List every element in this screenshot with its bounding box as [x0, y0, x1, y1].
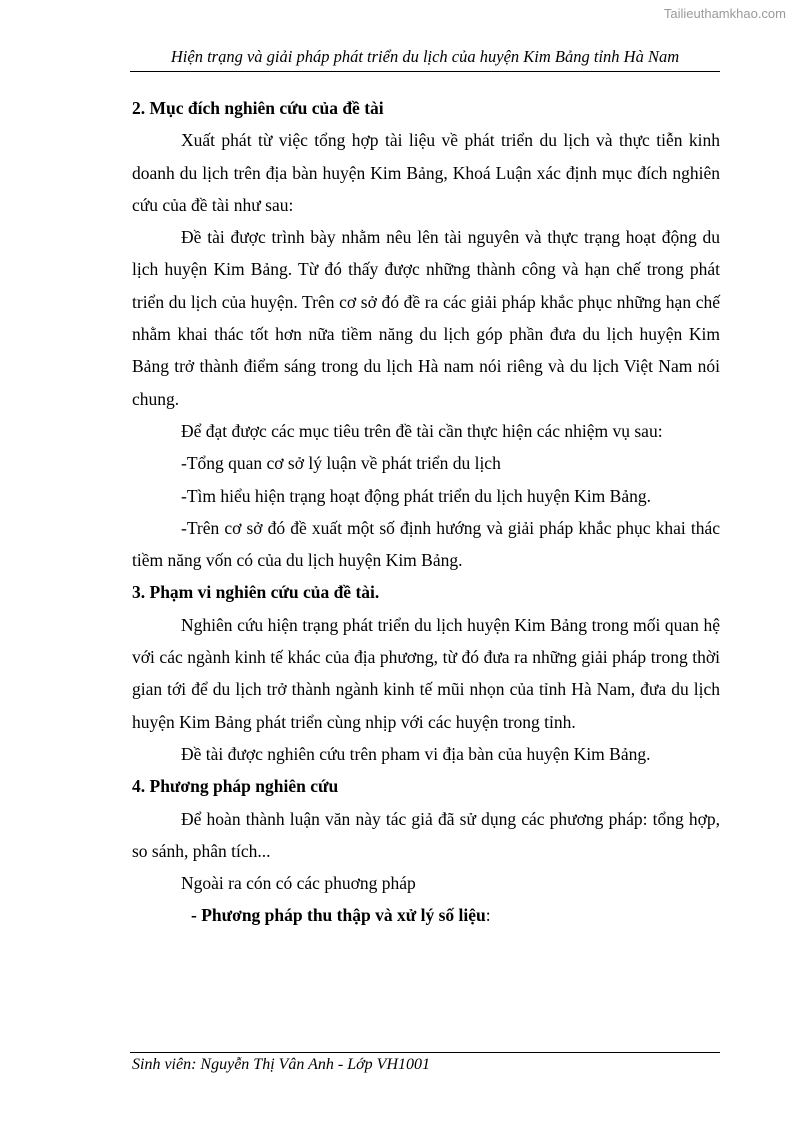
section-4-paragraph-1: Để hoàn thành luận văn này tác giả đã sử dụng các phương pháp: tổng hợp, so sánh, phân tích...: [132, 808, 720, 861]
section-2-paragraph-3: Để đạt được các mục tiêu trên đề tài cần thực hiện các nhiệm vụ sau:: [181, 420, 663, 441]
running-footer: Sinh viên: Nguyễn Thị Vân Anh - Lớp VH1001: [132, 1056, 430, 1073]
running-header: Hiện trạng và giải pháp phát triển du lịch của huyện Kim Bảng tỉnh Hà Nam: [170, 47, 680, 66]
section-4-heading: 4. Phương pháp nghiên cứu: [132, 776, 339, 797]
task-item-3: -Trên cơ sở đó đề xuất một số định hướng và giải pháp khắc phục khai thác tiềm năng vốn có của du lịch huyện Kim Bảng.: [132, 517, 720, 571]
section-2-paragraph-2: Đề tài được trình bày nhằm nêu lên tài nguyên và thực trạng hoạt động du lịch huyện Kim Bảng. Từ đó thấy được những thành công và hạn chế trong phát triển du lịch của huyện. Trên cơ sở đó đề ra các giải pháp khắc phục những hạn chế nhằm khai thác tốt hơn nữa tiềm năng du lịch góp phần đưa du lịch huyện Kim Bảng trở thành điểm sáng trong du lịch Hà nam nói riêng và du lịch Việt Nam nói chung.: [132, 227, 720, 409]
section-2-heading: 2. Mục đích nghiên cứu của đề tài: [132, 98, 384, 118]
section-3-paragraph-1: Nghiên cứu hiện trạng phát triển du lịch huyện Kim Bảng trong mối quan hệ với các ngành kinh tế khác của địa phương, từ đó đưa ra những giải pháp trong thời gian tới để du lịch trở thành ngành kinh tế mũi nhọn của tỉnh Hà Nam, đưa du lịch huyện Kim Bảng phát triển cùng nhịp với các huyện trong tỉnh.: [132, 614, 720, 732]
method-item-1: [132, 899, 720, 931]
header-rule: [130, 71, 720, 72]
watermark: Tailieuthamkhao.com: [663, 6, 786, 21]
section-4-paragraph-2: Ngoài ra cón có các phuơng pháp: [181, 873, 416, 894]
page-body: [132, 92, 720, 932]
section-3-paragraph-2: Đề tài được nghiên cứu trên pham vi địa bàn của huyện Kim Bảng.: [181, 743, 651, 764]
method-item-1-colon: :: [485, 905, 491, 926]
footer-rule: [130, 1052, 720, 1053]
task-item-1: -Tổng quan cơ sở lý luận về phát triển du lịch: [181, 453, 501, 474]
method-item-1-text: - Phương pháp thu thập và xử lý số liệu: [191, 905, 486, 926]
section-2-paragraph-1: Xuất phát từ việc tổng hợp tài liệu về phát triển du lịch và thực tiễn kinh doanh du lịch trên địa bàn huyện Kim Bảng, Khoá Luận xác định mục đích nghiên cứu của đề tài như sau:: [132, 130, 720, 215]
section-3-heading: 3. Phạm vi nghiên cứu của đề tài.: [132, 582, 380, 603]
task-item-2: -Tìm hiểu hiện trạng hoạt động phát triển du lịch huyện Kim Bảng.: [181, 485, 651, 506]
